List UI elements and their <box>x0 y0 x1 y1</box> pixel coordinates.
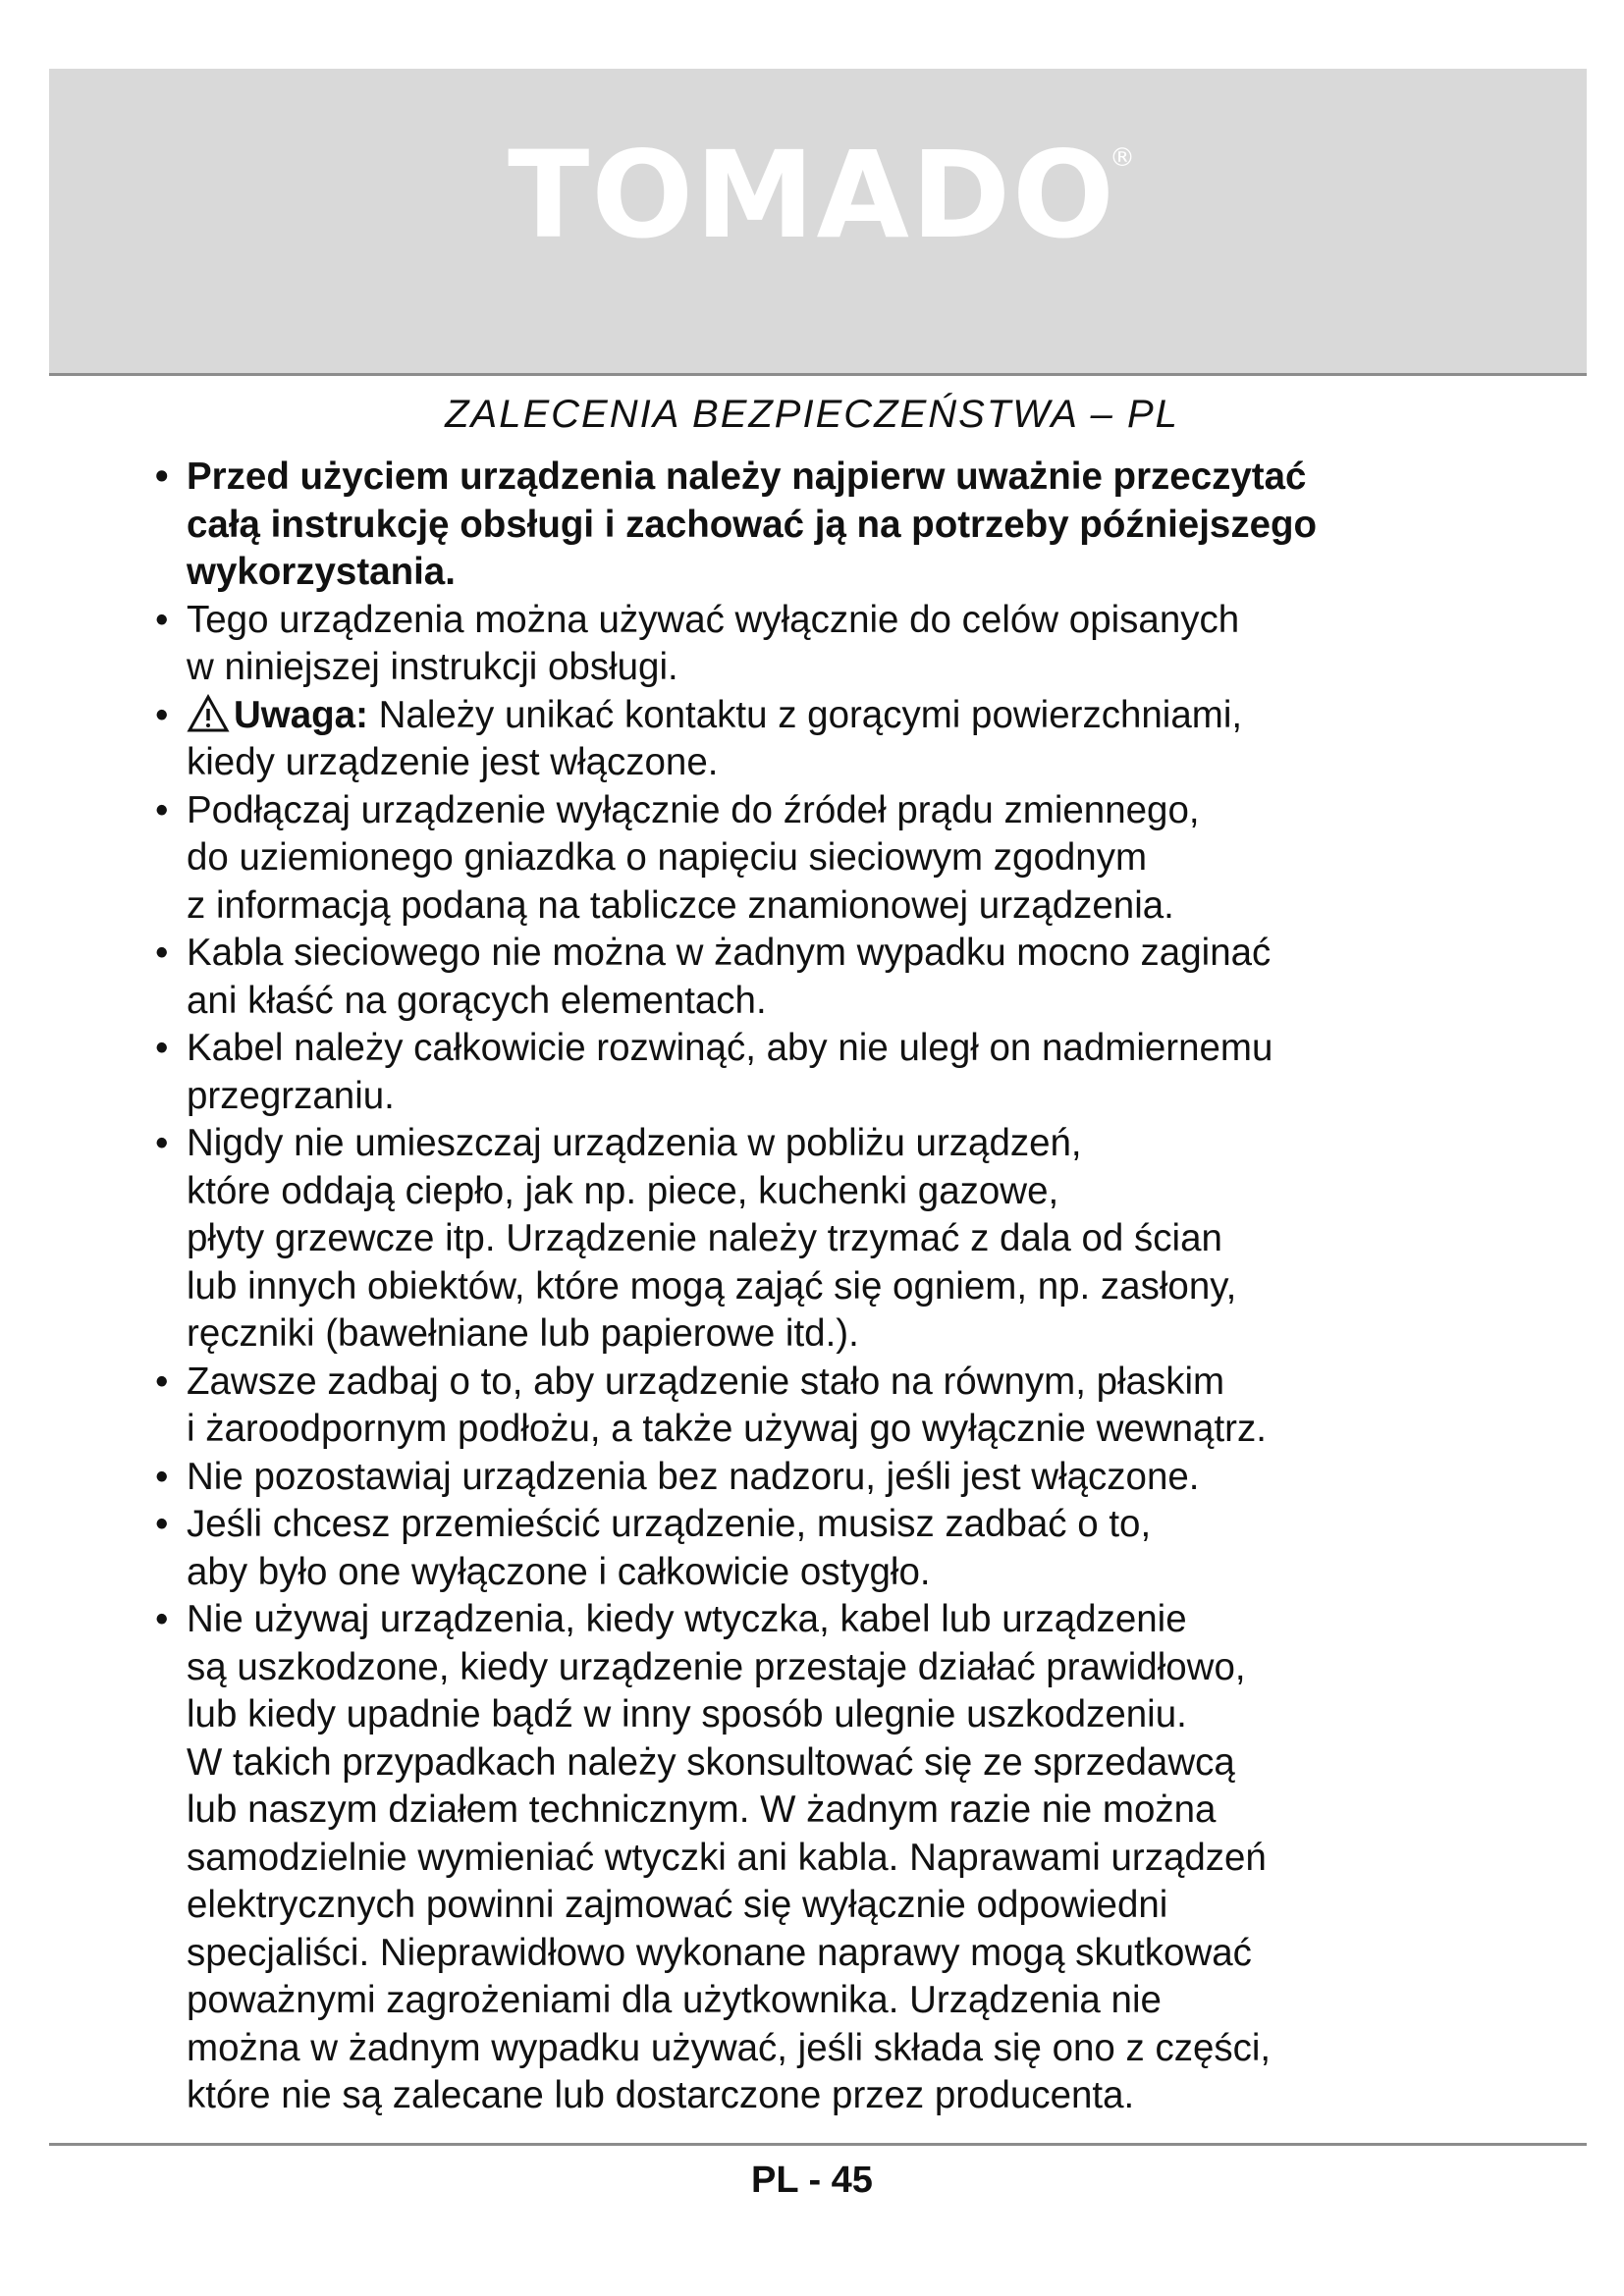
text-line: przegrzaniu. <box>187 1074 395 1117</box>
registered-mark: ® <box>1110 143 1135 173</box>
brand-logo: TOMADO <box>508 126 1116 265</box>
text-line: w niniejszej instrukcji obsługi. <box>187 646 678 688</box>
section-title: ZALECENIA BEZPIECZEŃSTWA – PL <box>445 393 1179 436</box>
safety-instructions-list <box>155 454 1451 2120</box>
list-item <box>155 1120 1451 1359</box>
text-line: można w żadnym wypadku używać, jeśli składa się ono z części, <box>187 2026 1272 2069</box>
list-item <box>155 1025 1451 1120</box>
text-line: elektrycznych powinni zajmować się wyłącznie odpowiedni <box>187 1884 1168 1926</box>
text-line: • Przed użyciem urządzenia należy najpierw uważnie przeczytać <box>187 455 1307 498</box>
page-number: PL - 45 <box>751 2160 873 2201</box>
list-item <box>155 1454 1451 1502</box>
text-line: lub kiedy upadnie bądź w inny sposób ulegnie uszkodzeniu. <box>187 1693 1187 1735</box>
text-line: • Nie używaj urządzenia, kiedy wtyczka, kabel lub urządzenie <box>187 1598 1187 1640</box>
text-line: • Jeśli chcesz przemieścić urządzenie, musisz zadbać o to, <box>187 1503 1152 1545</box>
list-item <box>155 597 1451 692</box>
warning-text: Należy unikać kontaktu z gorącymi powierzchniami, <box>367 693 1243 736</box>
list-item <box>155 787 1451 931</box>
text-line: kiedy urządzenie jest włączone. <box>187 741 719 783</box>
text-line: i żaroodpornym podłożu, a także używaj go wyłącznie wewnątrz. <box>187 1408 1267 1450</box>
text-line: ręczniki (bawełniane lub papierowe itd.). <box>187 1312 859 1355</box>
text-line: • Nie pozostawiaj urządzenia bez nadzoru, jeśli jest włączone. <box>187 1455 1200 1498</box>
text-line: • Nigdy nie umieszczaj urządzenia w pobliżu urządzeń, <box>187 1122 1082 1164</box>
text-line: • Tego urządzenia można używać wyłącznie do celów opisanych <box>187 598 1240 641</box>
list-item <box>155 1501 1451 1596</box>
warning-triangle-icon <box>187 694 230 733</box>
text-line: które oddają ciepło, jak np. piece, kuchenki gazowe, <box>187 1169 1059 1212</box>
header-divider <box>49 373 1587 376</box>
text-line: aby było one wyłączone i całkowicie ostygło. <box>187 1550 931 1593</box>
warning-first-line <box>187 692 1451 740</box>
list-item <box>155 1359 1451 1454</box>
text-line: W takich przypadkach należy skonsultować się ze sprzedawcą <box>187 1740 1235 1784</box>
text-line: • Kabel należy całkowicie rozwinąć, aby nie uległ on nadmiernemu <box>187 1027 1273 1069</box>
text-line: całą instrukcję obsługi i zachować ją na potrzeby późniejszego <box>187 503 1318 546</box>
list-item <box>155 454 1451 597</box>
list-item-warning <box>155 692 1451 787</box>
text-line: wykorzystania. <box>187 551 456 593</box>
text-line: specjaliści. Nieprawidłowo wykonane naprawy mogą skutkować <box>187 1931 1252 1974</box>
list-item <box>155 930 1451 1025</box>
text-line: • Podłączaj urządzenie wyłącznie do źródeł prądu zmiennego, <box>187 788 1200 831</box>
text-line: do uziemionego gniazdka o napięciu sieciowym zgodnym <box>187 836 1148 879</box>
text-line: poważnymi zagrożeniami dla użytkownika. Urządzenia nie <box>187 1979 1162 2021</box>
text-line: • Zawsze zadbaj o to, aby urządzenie stało na równym, płaskim <box>187 1360 1225 1403</box>
text-line: lub naszym działem technicznym. W żadnym razie nie można <box>187 1789 1217 1831</box>
text-line: płyty grzewcze itp. Urządzenie należy trzymać z dala od ścian <box>187 1217 1222 1259</box>
text-line: • Kabla sieciowego nie można w żadnym wypadku mocno zaginać <box>187 932 1272 974</box>
warning-label: Uwaga: <box>234 693 368 736</box>
text-line: są uszkodzone, kiedy urządzenie przestaje działać prawidłowo, <box>187 1645 1246 1688</box>
text-line: które nie są zalecane lub dostarczone przez producenta. <box>187 2074 1135 2116</box>
list-item <box>155 1596 1451 2120</box>
text-line: z informacją podaną na tabliczce znamionowej urządzenia. <box>187 883 1174 927</box>
text-line: samodzielnie wymieniać wtyczki ani kabla. Naprawami urządzeń <box>187 1836 1267 1879</box>
footer-divider <box>49 2143 1587 2146</box>
text-line: ani kłaść na gorących elementach. <box>187 979 767 1022</box>
text-line: lub innych obiektów, które mogą zająć się ogniem, np. zasłony, <box>187 1264 1237 1308</box>
